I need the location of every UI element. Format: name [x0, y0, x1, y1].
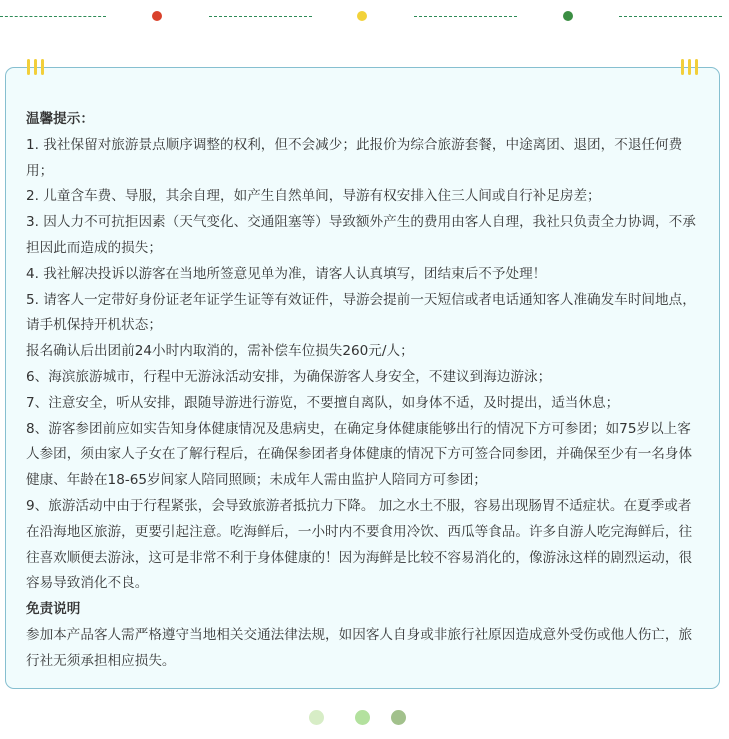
disclaimer-text: 参加本产品客人需严格遵守当地相关交通法律法规，如因客人自身或非旅行社原因造成意外受伤或他人伤亡，旅行社无须承担相应损失。	[26, 626, 693, 669]
notice-heading: 温馨提示：	[26, 111, 94, 127]
notice-item: 9、旅游活动中由于行程紧张，会导致旅游者抵抗力下降。 加之水土不服，容易出现肠胃不适症状。在夏季或者在沿海地区旅游，更要引起注意。吃海鲜后，一小时内不要食用冷饮、西瓜等食品。许多自游人吃完海鲜后，往往喜欢顺便去游泳，这可是非常不利于身体健康的！因为海鲜是比较不容易消化的，像游泳这样的剧烈运动，很容易导致消化不良。	[26, 497, 693, 592]
notice-item: 8、游客参团前应如实告知身体健康情况及患病史，在确定身体健康能够出行的情况下方可参团；如75岁以上客人参团，须由家人子女在了解行程后，在确保参团者身体健康的情况下方可签合同参团，并确保至少有一名身体健康、年龄在18-65岁间家人陪同照顾；未成年人需由监护人陪同方可参团；	[26, 420, 693, 489]
top-decoration	[0, 0, 729, 34]
notice-item: 2. 儿童含车费、导服，其余自理，如产生自然单间，导游有权安排入住三人间或自行补足房差；	[26, 188, 601, 205]
divider-dashed-line	[619, 16, 722, 17]
yellow-dot-icon	[357, 11, 367, 21]
notice-item: 5. 请客人一定带好身份证老年证学生证等有效证件，导游会提前一天短信或者电话通知客人准确发车时间地点，请手机保持开机状态；	[26, 291, 696, 334]
notice-card	[5, 67, 720, 689]
green-dot-icon	[355, 710, 370, 725]
corner-bars-icon	[681, 59, 698, 75]
disclaimer-heading: 免责说明	[26, 601, 81, 618]
corner-bars-icon	[27, 59, 44, 75]
olive-green-dot-icon	[391, 710, 406, 725]
notice-content	[26, 107, 704, 675]
divider-dashed-line	[0, 16, 106, 17]
notice-item: 6、海滨旅游城市，行程中无游泳活动安排，为确保游客人身安全，不建议到海边游泳；	[26, 368, 552, 385]
notice-item: 3. 因人力不可抗拒因素（天气变化、交通阻塞等）导致额外产生的费用由客人自理，我社只负责全力协调，不承担因此而造成的损失；	[26, 214, 696, 256]
notice-item: 报名确认后出团前24小时内取消的，需补偿车位损失260元/人；	[26, 343, 414, 360]
red-dot-icon	[152, 11, 162, 21]
light-green-dot-icon	[309, 710, 324, 725]
notice-item: 1. 我社保留对旅游景点顺序调整的权利，但不会减少；此报价为综合旅游套餐，中途离团、退团，不退任何费用；	[26, 136, 683, 179]
divider-dashed-line	[414, 16, 517, 17]
bottom-decoration	[0, 710, 729, 726]
notice-item: 4. 我社解决投诉以游客在当地所签意见单为准，请客人认真填写，团结束后不予处理！	[26, 265, 547, 282]
green-dot-icon	[563, 11, 573, 21]
divider-dashed-line	[209, 16, 312, 17]
notice-item: 7、注意安全，听从安排，跟随导游进行游览，不要擅自离队，如身体不适，及时提出，适当休息；	[26, 394, 620, 411]
